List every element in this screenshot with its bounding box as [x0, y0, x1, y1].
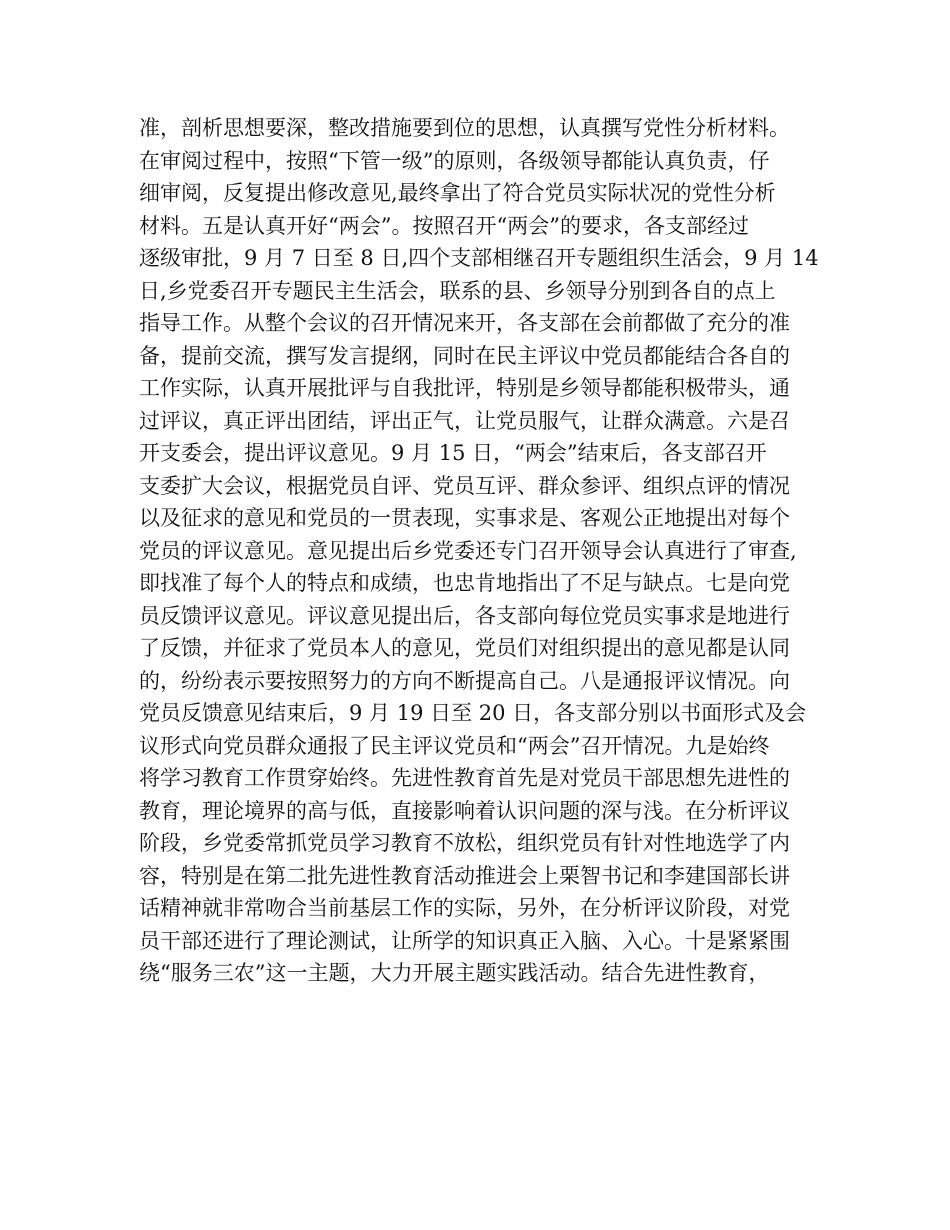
text-line: 绕“服务三农”这一主题，大力开展主题实践活动。结合先进性教育，	[139, 961, 770, 985]
text-line: 了反馈，并征求了党员本人的意见，党员们对组织提出的意见都是认同	[139, 636, 790, 660]
text-line: 过评议，真正评出团结，评出正气，让党员服气，让群众满意。六是召	[139, 408, 790, 433]
text-line: 准，剖析思想要深，整改措施要到位的思想，认真撰写党性分析材料。	[139, 116, 790, 140]
text-line: 逐级审批，9 月 7 日至 8 日,四个支部相继召开专题组织生活会，9 月 14	[139, 246, 819, 270]
text-line: 阶段，乡党委常抓党员学习教育不放松，组织党员有针对性地选学了内	[139, 831, 790, 855]
text-line: 支委扩大会议，根据党员自评、党员互评、群众参评、组织点评的情况	[139, 473, 790, 498]
text-line: 员干部还进行了理论测试，让所学的知识真正入脑、入心。十是紧紧围	[139, 928, 790, 953]
text-line: 教育，理论境界的高与低，直接影响着认识问题的深与浅。在分析评议	[139, 798, 790, 823]
text-line: 开支委会，提出评议意见。9 月 15 日，“两会”结束后，各支部召开	[139, 441, 767, 465]
text-line: 即找准了每个人的特点和成绩，也忠肯地指出了不足与缺点。七是向党	[139, 571, 790, 595]
text-line: 容，特别是在第二批先进性教育活动推进会上栗智书记和李建国部长讲	[139, 863, 790, 888]
body-text	[139, 112, 829, 990]
text-line: 议形式向党员群众通报了民主评议党员和“两会”召开情况。九是始终	[139, 733, 770, 758]
text-line: 备，提前交流，撰写发言提纲，同时在民主评议中党员都能结合各自的	[139, 343, 790, 368]
text-line: 的，纷纷表示要按照努力的方向不断提高自己。八是通报评议情况。向	[139, 668, 790, 693]
text-line: 日,乡党委召开专题民主生活会，联系的县、乡领导分别到各自的点上	[139, 278, 776, 303]
text-line: 员反馈评议意见。评议意见提出后，各支部向每位党员实事求是地进行	[139, 603, 790, 628]
text-line: 以及征求的意见和党员的一贯表现，实事求是、客观公正地提出对每个	[139, 506, 790, 530]
text-line: 党员反馈意见结束后，9 月 19 日至 20 日，各支部分别以书面形式及会	[139, 701, 807, 725]
text-line: 话精神就非常吻合当前基层工作的实际，另外，在分析评议阶段，对党	[139, 896, 790, 920]
text-line: 细审阅，反复提出修改意见,最终拿出了符合党员实际状况的党性分析	[139, 181, 776, 205]
text-line: 指导工作。从整个会议的召开情况来开，各支部在会前都做了充分的准	[139, 311, 790, 335]
text-line: 在审阅过程中，按照“下管一级”的原则，各级领导都能认真负责，仔	[139, 148, 770, 173]
text-line: 党员的评议意见。意见提出后乡党委还专门召开领导会认真进行了审查,	[139, 538, 797, 563]
text-line: 工作实际，认真开展批评与自我批评，特别是乡领导都能积极带头，通	[139, 376, 790, 400]
text-line: 将学习教育工作贯穿始终。先进性教育首先是对党员干部思想先进性的	[139, 766, 790, 790]
text-line: 材料。五是认真开好“两会”。按照召开“两会”的要求，各支部经过	[139, 213, 749, 238]
